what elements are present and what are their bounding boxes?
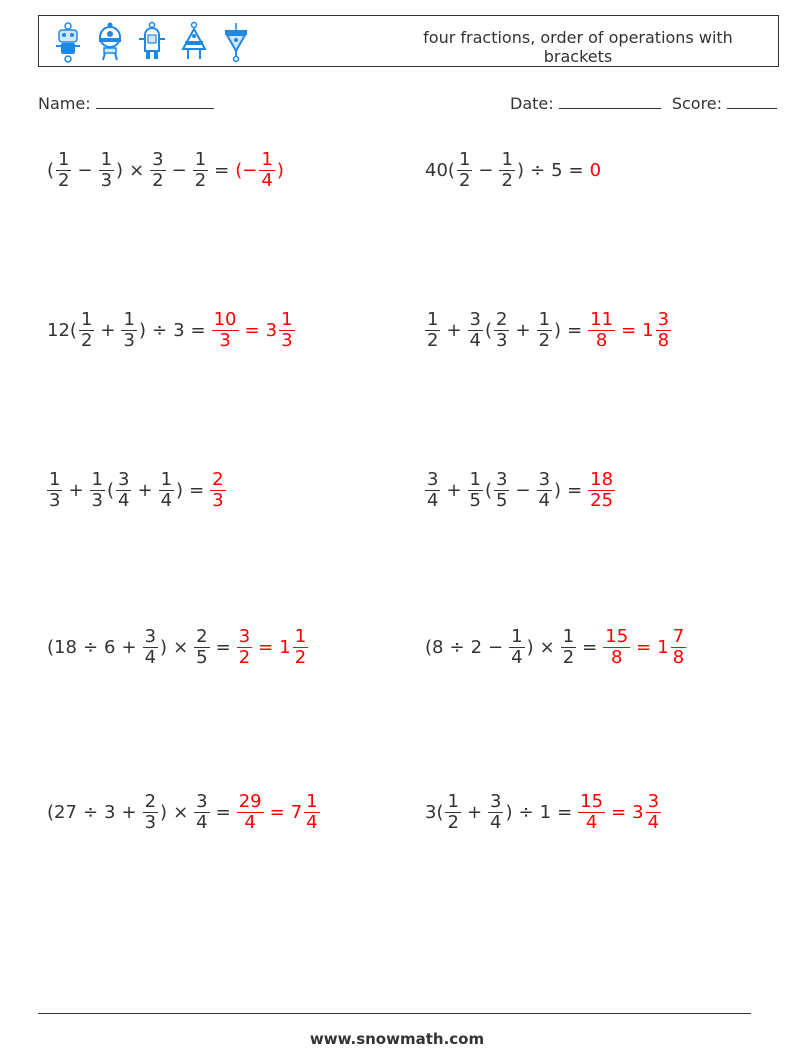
fraction [561, 627, 576, 668]
operator: = [189, 479, 205, 501]
operator: ÷ [518, 801, 534, 823]
fraction [468, 470, 483, 511]
term: ) [160, 636, 168, 658]
term: ) [160, 801, 168, 823]
problem-5 [46, 460, 227, 520]
answer-fraction [588, 470, 615, 511]
operator: − [171, 159, 187, 181]
fraction [143, 792, 158, 833]
footer-divider [38, 1013, 751, 1014]
denominator: 3 [144, 811, 157, 833]
numerator: 1 [562, 625, 575, 647]
answer-term: 1 [657, 636, 669, 658]
denominator: 4 [196, 811, 208, 833]
fraction [90, 470, 105, 511]
date-blank[interactable] [559, 94, 661, 109]
numerator: 1 [501, 148, 513, 170]
answer-operator: = [258, 636, 274, 658]
term: ) [116, 159, 124, 181]
numerator: 1 [281, 308, 293, 330]
operator: = [215, 636, 231, 658]
numerator: 1 [294, 625, 307, 647]
answer-fraction [671, 627, 686, 668]
operator: = [567, 479, 583, 501]
robot-icons [53, 21, 251, 63]
term: (18 [47, 636, 77, 658]
answer-fraction [588, 310, 615, 351]
fraction [457, 150, 472, 191]
denominator: 2 [562, 646, 575, 668]
denominator: 2 [427, 329, 439, 351]
operator: × [173, 636, 189, 658]
numerator: 7 [672, 625, 685, 647]
denominator: 2 [152, 169, 164, 191]
term: 1 [539, 801, 552, 823]
answer-operator: = [621, 319, 637, 341]
numerator: 3 [427, 468, 439, 490]
denominator: 2 [58, 169, 70, 191]
numerator: 3 [490, 790, 502, 812]
fraction [56, 150, 71, 191]
numerator: 15 [580, 790, 604, 812]
term: (8 [425, 636, 444, 658]
denominator: 2 [294, 646, 307, 668]
term: ) [176, 479, 184, 501]
numerator: 1 [100, 148, 113, 170]
operator: ÷ [151, 319, 168, 341]
numerator: 29 [238, 790, 262, 812]
answer-fraction [656, 310, 671, 351]
numerator: 15 [605, 625, 629, 647]
fraction [121, 310, 136, 351]
operator: + [121, 636, 137, 658]
term: 40( [425, 159, 455, 181]
operator: = [215, 801, 231, 823]
term: ) [526, 636, 534, 658]
robot-2-icon [95, 21, 125, 63]
numerator: 3 [144, 625, 157, 647]
answer-fraction [259, 150, 274, 191]
answer-term: 3 [265, 319, 278, 341]
robot-5-icon [221, 21, 251, 63]
numerator: 1 [160, 468, 173, 490]
numerator: 2 [496, 308, 508, 330]
answer-term: 1 [642, 319, 654, 341]
problem-6 [424, 460, 616, 520]
operator: − [478, 159, 494, 181]
denominator: 3 [49, 489, 61, 511]
operator: = [582, 636, 598, 658]
numerator: 11 [590, 308, 614, 330]
answer-term: 0 [589, 159, 602, 181]
numerator: 18 [590, 468, 614, 490]
problem-7 [46, 617, 309, 677]
term: ) [516, 159, 524, 181]
denominator: 4 [469, 329, 481, 351]
date-label: Date: [510, 94, 554, 113]
numerator: 3 [469, 308, 481, 330]
term: ( [485, 319, 493, 341]
operator: + [446, 479, 462, 501]
term: ( [47, 159, 55, 181]
numerator: 1 [538, 308, 551, 330]
operator: × [173, 801, 189, 823]
term: ( [485, 479, 493, 501]
fraction [143, 627, 158, 668]
answer-operator: = [269, 801, 285, 823]
numerator: 3 [152, 148, 164, 170]
answer-fraction [237, 792, 264, 833]
numerator: 1 [91, 468, 103, 490]
denominator: 4 [144, 646, 157, 668]
denominator: 2 [238, 646, 251, 668]
operator: − [515, 479, 531, 501]
operator: ÷ [449, 636, 465, 658]
denominator: 4 [511, 646, 523, 668]
fraction [488, 792, 503, 833]
denominator: 3 [91, 489, 103, 511]
term: ) [554, 319, 562, 341]
fraction [509, 627, 524, 668]
numerator: 1 [469, 468, 481, 490]
numerator: 1 [80, 308, 93, 330]
numerator: 2 [212, 468, 224, 490]
answer-term: 3 [632, 801, 644, 823]
fraction [47, 470, 62, 511]
operator: = [214, 159, 230, 181]
operator: + [68, 479, 84, 501]
fraction [150, 150, 165, 191]
denominator: 4 [244, 811, 256, 833]
answer-operator: = [636, 636, 652, 658]
answer-fraction [293, 627, 308, 668]
numerator: 3 [647, 790, 660, 812]
problem-3 [46, 300, 296, 360]
denominator: 2 [458, 169, 471, 191]
answer-fraction [210, 470, 225, 511]
term: 6 [104, 636, 116, 658]
fraction [468, 310, 483, 351]
denominator: 4 [261, 169, 273, 191]
fraction [494, 310, 509, 351]
denominator: 3 [281, 329, 293, 351]
operator: + [137, 479, 153, 501]
answer-fraction [603, 627, 630, 668]
numerator: 1 [458, 148, 471, 170]
fraction [499, 150, 514, 191]
numerator: 10 [213, 308, 237, 330]
numerator: 3 [657, 308, 670, 330]
numerator: 1 [194, 148, 207, 170]
answer-fraction [279, 310, 294, 351]
name-blank[interactable] [96, 94, 214, 109]
term: 3 [104, 801, 116, 823]
fraction [194, 792, 209, 833]
denominator: 5 [496, 489, 508, 511]
denominator: 4 [490, 811, 502, 833]
operator: = [190, 319, 206, 341]
answer-fraction [237, 627, 252, 668]
denominator: 5 [469, 489, 481, 511]
fraction [193, 150, 208, 191]
fraction [494, 470, 509, 511]
fraction [116, 470, 131, 511]
answer-operator: = [244, 319, 260, 341]
term: ) [554, 479, 562, 501]
numerator: 1 [49, 468, 61, 490]
numerator: 3 [238, 625, 251, 647]
answer-term: 1 [279, 636, 291, 658]
answer-fraction [646, 792, 661, 833]
answer-fraction [304, 792, 319, 833]
term: ( [107, 479, 115, 501]
footer-url: www.snowmath.com [309, 1030, 485, 1048]
score-blank[interactable] [727, 94, 777, 109]
denominator: 3 [123, 329, 135, 351]
operator: + [100, 319, 116, 341]
operator: ÷ [82, 636, 99, 658]
fraction [159, 470, 174, 511]
denominator: 4 [538, 489, 551, 511]
problem-4 [424, 300, 672, 360]
denominator: 4 [585, 811, 598, 833]
denominator: 4 [118, 489, 130, 511]
denominator: 4 [647, 811, 660, 833]
term: 3( [425, 801, 444, 823]
operator: + [121, 801, 137, 823]
term: 2 [470, 636, 483, 658]
denominator: 8 [672, 646, 685, 668]
numerator: 3 [496, 468, 508, 490]
operator: ÷ [529, 159, 546, 181]
term: ) [505, 801, 513, 823]
numerator: 3 [118, 468, 130, 490]
numerator: 1 [123, 308, 135, 330]
fraction [194, 627, 209, 668]
term: 5 [551, 159, 563, 181]
denominator: 8 [610, 646, 623, 668]
answer-fraction [578, 792, 605, 833]
denominator: 3 [100, 169, 113, 191]
denominator: 25 [590, 489, 614, 511]
numerator: 1 [261, 148, 273, 170]
operator: = [568, 159, 584, 181]
denominator: 2 [447, 811, 459, 833]
operator: ÷ [82, 801, 99, 823]
answer-operator: = [611, 801, 627, 823]
numerator: 1 [427, 308, 439, 330]
numerator: 2 [144, 790, 157, 812]
name-field [38, 94, 214, 113]
fraction [445, 792, 460, 833]
problem-10 [424, 782, 662, 842]
numerator: 1 [306, 790, 318, 812]
problem-9 [46, 782, 321, 842]
date-score-fields [510, 94, 777, 113]
term: 12( [47, 319, 77, 341]
denominator: 2 [501, 169, 513, 191]
robot-4-icon [179, 21, 209, 63]
worksheet-header [38, 15, 779, 67]
problem-8 [424, 617, 687, 677]
score-label: Score: [671, 94, 723, 113]
term: 3 [173, 319, 185, 341]
fraction [537, 310, 552, 351]
fraction [79, 310, 94, 351]
worksheet-title: four fractions, order of operations with brackets [423, 28, 733, 66]
operator: + [466, 801, 483, 823]
numerator: 1 [447, 790, 459, 812]
denominator: 8 [595, 329, 608, 351]
numerator: 2 [196, 625, 208, 647]
operator: − [77, 159, 93, 181]
operator: − [488, 636, 504, 658]
denominator: 2 [80, 329, 93, 351]
fraction [425, 470, 440, 511]
fraction [99, 150, 114, 191]
numerator: 1 [511, 625, 523, 647]
denominator: 3 [496, 329, 508, 351]
denominator: 3 [219, 329, 231, 351]
answer-fraction [212, 310, 239, 351]
operator: × [129, 159, 145, 181]
problem-2 [424, 140, 602, 200]
problem-1 [46, 140, 285, 200]
name-label: Name: [38, 94, 91, 113]
denominator: 2 [538, 329, 551, 351]
denominator: 4 [160, 489, 173, 511]
operator: × [539, 636, 555, 658]
numerator: 3 [538, 468, 551, 490]
operator: + [446, 319, 462, 341]
operator: = [567, 319, 583, 341]
operator: + [515, 319, 531, 341]
robot-1-icon [53, 21, 83, 63]
denominator: 8 [657, 329, 670, 351]
numerator: 1 [58, 148, 70, 170]
denominator: 2 [194, 169, 207, 191]
fraction [537, 470, 552, 511]
term: (27 [47, 801, 77, 823]
denominator: 3 [212, 489, 224, 511]
answer-term: 7 [290, 801, 303, 823]
operator: = [557, 801, 573, 823]
term: ) [138, 319, 146, 341]
robot-3-icon [137, 21, 167, 63]
denominator: 4 [427, 489, 439, 511]
fraction [425, 310, 440, 351]
numerator: 3 [196, 790, 208, 812]
answer-term: (− [235, 159, 258, 181]
answer-term: ) [276, 159, 284, 181]
denominator: 4 [306, 811, 318, 833]
denominator: 5 [196, 646, 208, 668]
